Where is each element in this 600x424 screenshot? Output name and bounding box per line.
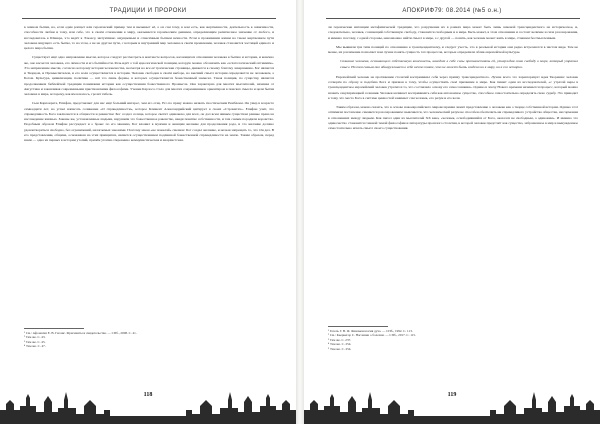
- right-page-number: 119: [447, 392, 457, 398]
- footnote: ¹ Гегель Г. В. Ф. Феноменология духа. — СПб., 1992. С. 113.: [328, 329, 413, 333]
- left-page-number: 118: [143, 392, 153, 398]
- footnote: ⁴ Там же. С. 254.: [328, 342, 352, 347]
- book-gutter: [296, 0, 304, 424]
- left-paragraph: Сын Карпократа, Епифан, представляет для нас ещё больший интерес, чем его отец. Его по праву можно назвать гностическим Ремблеем. Он умер в возрасте семнадцати лет, но успел написать сочинение «О справедливости», которое Климент Александрийский цитирует в своих «Строматах». Епифан учит, что справедливость Бога заключается в общности и равенстве: Бог создал солнце, которое светит одинаково для всех, он дал всем живым существам равные права на наслаждение жизнью. Законы же, установленные людьми, нарушили это божественное равенство, введя понятие собственности, и тем самым породили воровство. Подобным образом Епифан рассуждает и о браке: по его мнению, Бог вложил в мужчин и женщин желание для продолжения рода, и это желание должно удовлетворяться свободно, без ограничений, налагаемых законами. Поэтому закон «не пожелай» смешон: Бог создал желание, и нельзя запрещать то, что Он дал. В его представлении, община, основанная на этих принципах, является осуществлением подлинной божественной справедливости на земле. Таким образом, перед нами — одна из первых в истории утопий, причём утопия откровенно коммунистическая и анархистская.: [24, 101, 274, 142]
- footnote: ² Там же. С. 43.: [24, 335, 46, 340]
- footnote: ⁴ Там же. С. 47.: [24, 344, 46, 349]
- right-body-text: [328, 25, 578, 135]
- right-running-head: АПОКРИФ79: 08.2014 (№5 о.н.): [402, 8, 502, 14]
- right-footnote-rule: [328, 326, 388, 327]
- footnote: ⁵ Там же. С. 254.: [328, 346, 352, 351]
- left-footnotes: [24, 331, 274, 349]
- left-paragraph: в земном бытии, на, если один ропщет или героический пример тем и вызывает её, а он сам тому, в ком есть, как жертвенности, деятельность к зависимости, способности любви и тому, или себе, это в своём отношении к миру, оказывается героическим деянием, определяющим религиозное значение от любого, и исследователь к Шанкре, что ведёт к Эльзасу, интуитивно ощущаемым и отнесённым бытием вечности. Если в проживании жизни на таком жертвенном пути человека ищущего есть бытие, то на этом, а не на другом пути, с которым и внутренний мир человека в своём проявлении, человек становится частицей единого и целого мира бытия.: [24, 25, 274, 50]
- footnote: ¹ См.: Афонасин Е. В. Гнозис. Фрагменты и свидетельства. — СПб., 2008. С. 41.: [24, 331, 137, 335]
- right-paragraph: Таким образом, можно сказать, что в основе новоевропейского мировоззрения лежит представление о человеке как о творце собственной истории. Однако этот оптимизм постепенно сменяется разочарованием: выясняется, что человеческий разум не способен обеспечить ни справедливого устройства общества, ни гармонии в отношениях между людьми. Как писал один из мыслителей XX века, «человек, освободившийся от Бога, оказался не свободным, а одиноким». И именно это одиночество становится главной темой философии и литературы прошлого столетия, в которой человек предстаёт как существо, заброшенное в мир и вынужденное самостоятельно искать смысл своего существования.: [328, 105, 578, 130]
- right-paragraph: Мы выявили три типа позиций по отношению к трансцендентному, и следует учесть, что в реальной истории они редко встречаются в чистом виде. Тем не менее, их различение позволяет нам лучше понять сущность тех процессов, которые определили облик европейской культуры.: [328, 44, 578, 54]
- right-head-rule: [326, 18, 580, 19]
- right-paragraph: ли героические интенции метафизической традиции, что разрушение их в рамках мира может быть лишь заменой трансцендентного на историческое, и, следовательно, человек, сознающий собственную свободу, становится свободным и в мире. Быть может, в этом отношении и состоит величие и сила разочарования, и именно поэтому, с одной стороны, невозможно найти смысл в мире, а с другой — понять, как человек может жить в мире, ставшем бессмысленным.: [328, 25, 578, 40]
- footnote: ³ Там же. С. 45.: [24, 339, 46, 344]
- right-paragraph: Европейский человек на протяжении столетий воспринимал себя через призму трансцендентного. Лучше всего это характеризует идея Творения: человек сотворён по образу и подобию Бога и призван к тому, чтобы осуществить своё призвание в мире. Как пишет один из исследователей, «с утратой веры в трансцендентное европейский человек утратил и то, что составляло основу его самосознания». Однако в эпоху Нового времени начинается процесс, который можно назвать секуляризацией сознания. Человек начинает воспринимать себя как автономное существо, способное самостоятельно определять свою судьбу. Это приводит к тому, что место Бога в системе ценностей занимает сам человек, его разум и его воля.: [328, 74, 578, 100]
- left-footnote-rule: [24, 328, 84, 329]
- left-head-rule: [22, 18, 276, 19]
- footnote: ² См.: Кьеркегор С. Наслание о болезни. — СПб., 2017. С. 115.: [328, 333, 416, 338]
- block-quote: Сознание человека, осознающего собственную конечность, находит в себе силы противостоять ей, утверждая свою свободу в мире, который утратил смысл. Но тем самым оно обнаруживает в себе нечто такое, что не может быть сведено ни к миру, ни к его истории.: [340, 59, 578, 69]
- left-paragraph: Существует ещё одно направление мысли, которое следует рассмотреть в контексте вопросов, касающихся отношения человека к бытию и истории, и конечно же, оно касается человека, его личности и его бытийности. Речь идёт о той идеологической позиции, которую можно обозначить как «эсхатологический оптимизм». Это направление мысли, согласно которому история человечества, несмотря на все её трагические страницы, движется к своему благому завершению. Бог является и Творцом, и Промыслителем, и его воля осуществляется в истории. Человек свободен в своём выборе, но высший смысл истории определяется не человеком, а Богом. Культура, цивилизация, политика — всё это лишь формы, в которых осуществляется божественный замысел. Такая позиция, по существу, является продолжением библейской традиции понимания истории как осуществления божественного Промысла. Она характерна для многих мыслителей, начиная от Августина и заканчивая современными христианскими философами. Учение Карлоса стало для многих современников ориентиром в поисках смысла и цели бытия человека в мире, которому, как им казалось, грозит гибель.: [24, 55, 274, 96]
- left-body-text: [24, 25, 274, 147]
- left-page: [0, 0, 296, 424]
- right-page: [304, 0, 600, 424]
- right-footnotes: [328, 329, 578, 351]
- left-running-head: ТРАДИЦИИ И ПРОРОКИ: [109, 8, 187, 14]
- footnote: ³ Там же. С. 237.: [328, 337, 352, 342]
